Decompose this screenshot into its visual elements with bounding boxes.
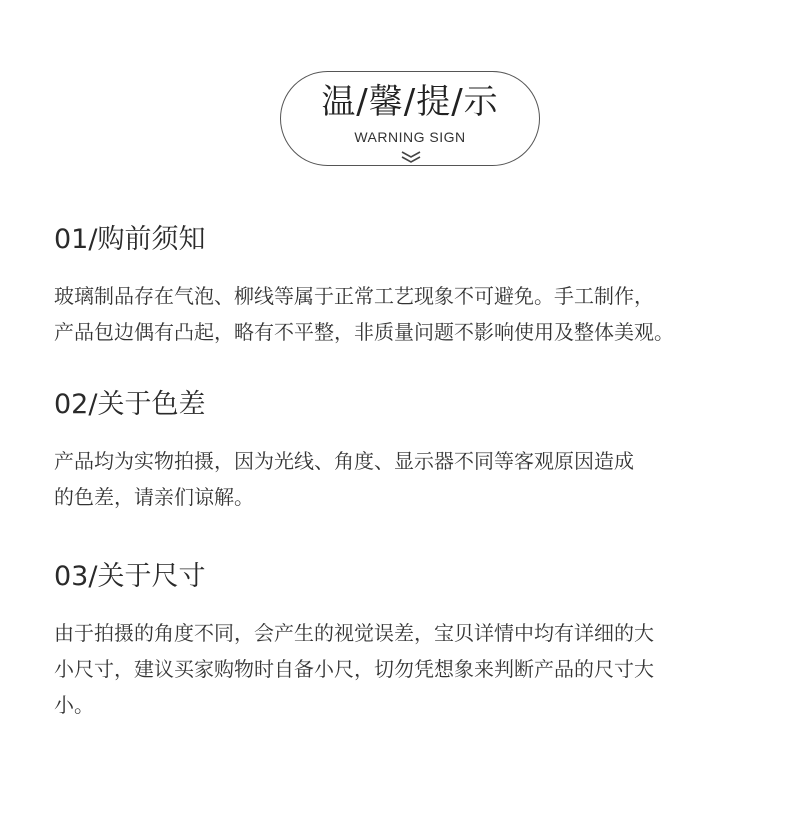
section-title: 01/购前须知 <box>54 224 206 255</box>
section-size <box>54 559 764 723</box>
section-title: 02/关于色差 <box>54 389 206 420</box>
section-line: 产品包边偶有凸起，略有不平整，非质量问题不影响使用及整体美观。 <box>54 320 674 344</box>
section-line: 小。 <box>54 693 94 717</box>
section-line: 小尺寸，建议买家购物时自备小尺，切勿凭想象来判断产品的尺寸大 <box>54 657 654 681</box>
section-line: 产品均为实物拍摄，因为光线、角度、显示器不同等客观原因造成 <box>54 449 634 473</box>
section-body <box>54 443 764 515</box>
badge-subtitle: WARNING SIGN <box>354 129 466 145</box>
section-line: 由于拍摄的角度不同，会产生的视觉误差，宝贝详情中均有详细的大 <box>54 621 654 645</box>
section-line: 玻璃制品存在气泡、柳线等属于正常工艺现象不可避免。手工制作， <box>54 284 654 308</box>
section-line: 的色差，请亲们谅解。 <box>54 485 254 509</box>
section-purchase-notice <box>54 222 764 350</box>
section-body <box>54 615 764 723</box>
badge-title: 温/馨/提/示 <box>321 82 499 122</box>
section-title: 03/关于尺寸 <box>54 561 206 592</box>
double-chevron-down-icon <box>400 150 422 164</box>
section-color-difference <box>54 387 764 515</box>
section-body <box>54 278 764 350</box>
warning-sign-badge <box>280 71 540 166</box>
